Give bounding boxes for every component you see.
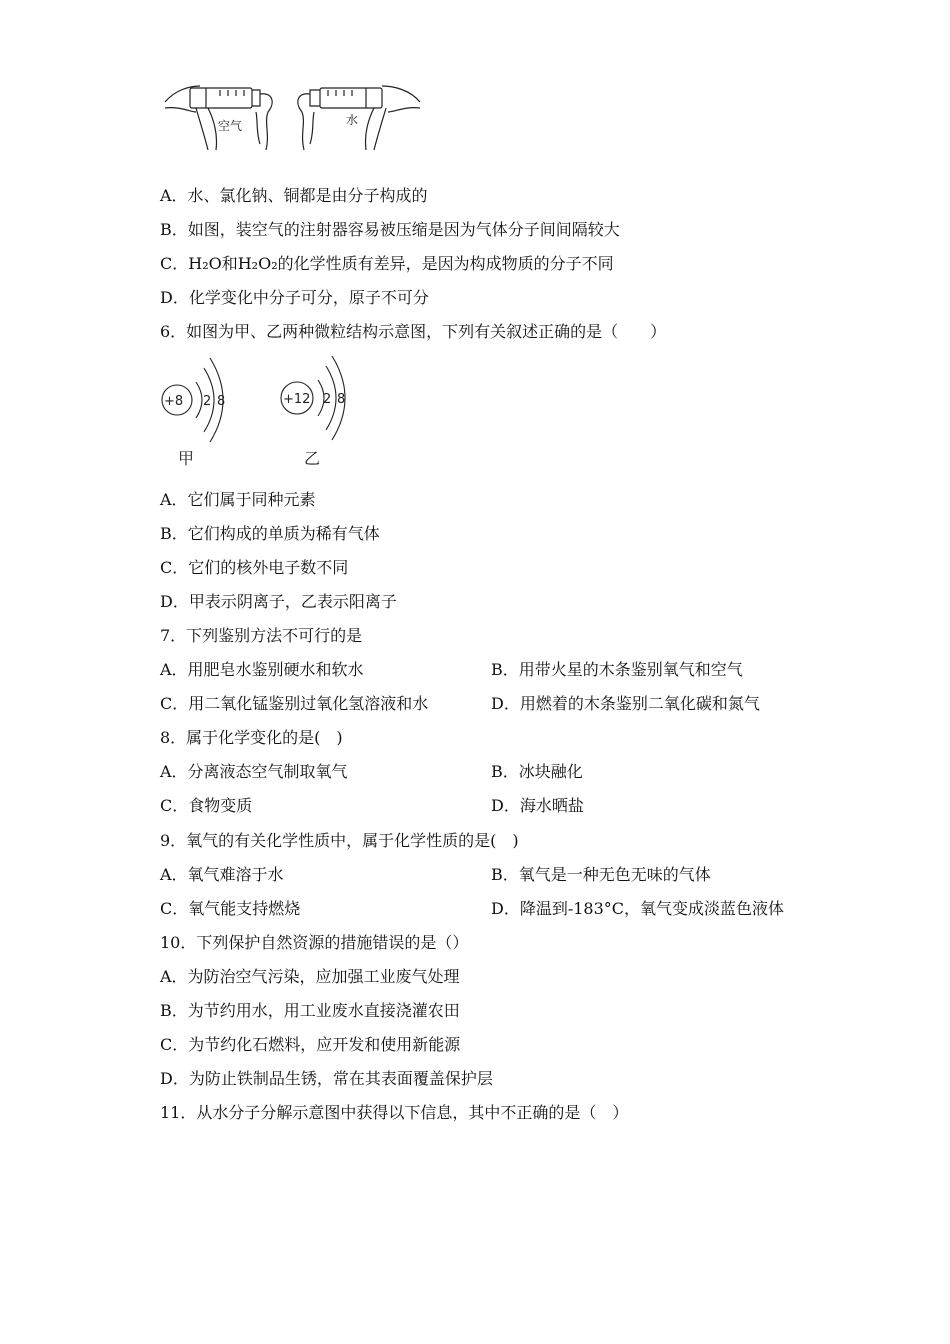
q11-stem: 11．从水分子分解示意图中获得以下信息，其中不正确的是（ ） [160, 1103, 629, 1122]
jia-shell1: 2 [203, 394, 212, 409]
q8-stem: 8．属于化学变化的是( ) [160, 728, 343, 747]
q9-option-c: C．氧气能支持燃烧 [160, 899, 301, 918]
q10-stem: 10．下列保护自然资源的措施错误的是（） [160, 933, 469, 952]
q5-option-d: D．化学变化中分子可分，原子不可分 [160, 288, 429, 307]
q7-option-c: C．用二氧化锰鉴别过氧化氢溶液和水 [160, 694, 429, 713]
yi-nucleus: +12 [283, 392, 311, 407]
yi-shell2: 8 [337, 392, 346, 407]
q7-stem: 7．下列鉴别方法不可行的是 [160, 626, 363, 645]
q10-option-d: D．为防止铁制品生锈，常在其表面覆盖保护层 [160, 1069, 493, 1088]
q6-option-b: B．它们构成的单质为稀有气体 [160, 524, 380, 543]
q6-option-c: C．它们的核外电子数不同 [160, 558, 349, 577]
jia-nucleus: +8 [164, 394, 184, 409]
q6-stem: 6．如图为甲、乙两种微粒结构示意图，下列有关叙述正确的是（ ） [160, 322, 667, 341]
yi-shell1: 2 [323, 392, 332, 407]
q9-option-b: B．氧气是一种无色无味的气体 [491, 865, 711, 884]
q10-option-b: B．为节约用水，用工业废水直接浇灌农田 [160, 1001, 460, 1020]
q5-option-b: B．如图，装空气的注射器容易被压缩是因为气体分子间间隔较大 [160, 220, 620, 239]
q6-option-d: D．甲表示阴离子，乙表示阳离子 [160, 592, 397, 611]
q9-stem: 9．氧气的有关化学性质中，属于化学性质的是( ) [160, 831, 519, 850]
yi-label: 乙 [304, 449, 321, 468]
label-air: 空气 [218, 119, 243, 133]
atom-structure-figure [160, 356, 360, 474]
q8-option-d: D．海水晒盐 [491, 796, 584, 815]
q7-option-b: B．用带火星的木条鉴别氧气和空气 [491, 660, 743, 679]
q8-option-b: B．冰块融化 [491, 762, 583, 781]
label-water: 水 [346, 113, 359, 127]
q6-option-a: A．它们属于同种元素 [160, 490, 316, 509]
q9-option-d: D．降温到-183°C，氧气变成淡蓝色液体 [491, 899, 785, 918]
q10-option-a: A．为防治空气污染，应加强工业废气处理 [160, 967, 460, 986]
q7-option-a: A．用肥皂水鉴别硬水和软水 [160, 660, 364, 679]
q5-option-c: C．H₂O和H₂O₂的化学性质有差异，是因为构成物质的分子不同 [160, 254, 614, 273]
q10-option-c: C．为节约化石燃料，应开发和使用新能源 [160, 1035, 461, 1054]
q8-option-c: C．食物变质 [160, 796, 253, 815]
syringe-figure [160, 72, 425, 162]
q5-option-a: A．水、氯化钠、铜都是由分子构成的 [160, 186, 428, 205]
jia-shell2: 8 [217, 394, 226, 409]
q7-option-d: D．用燃着的木条鉴别二氧化碳和氮气 [491, 694, 760, 713]
q8-option-a: A．分离液态空气制取氧气 [160, 762, 348, 781]
jia-label: 甲 [178, 449, 195, 468]
q9-option-a: A．氧气难溶于水 [160, 865, 284, 884]
